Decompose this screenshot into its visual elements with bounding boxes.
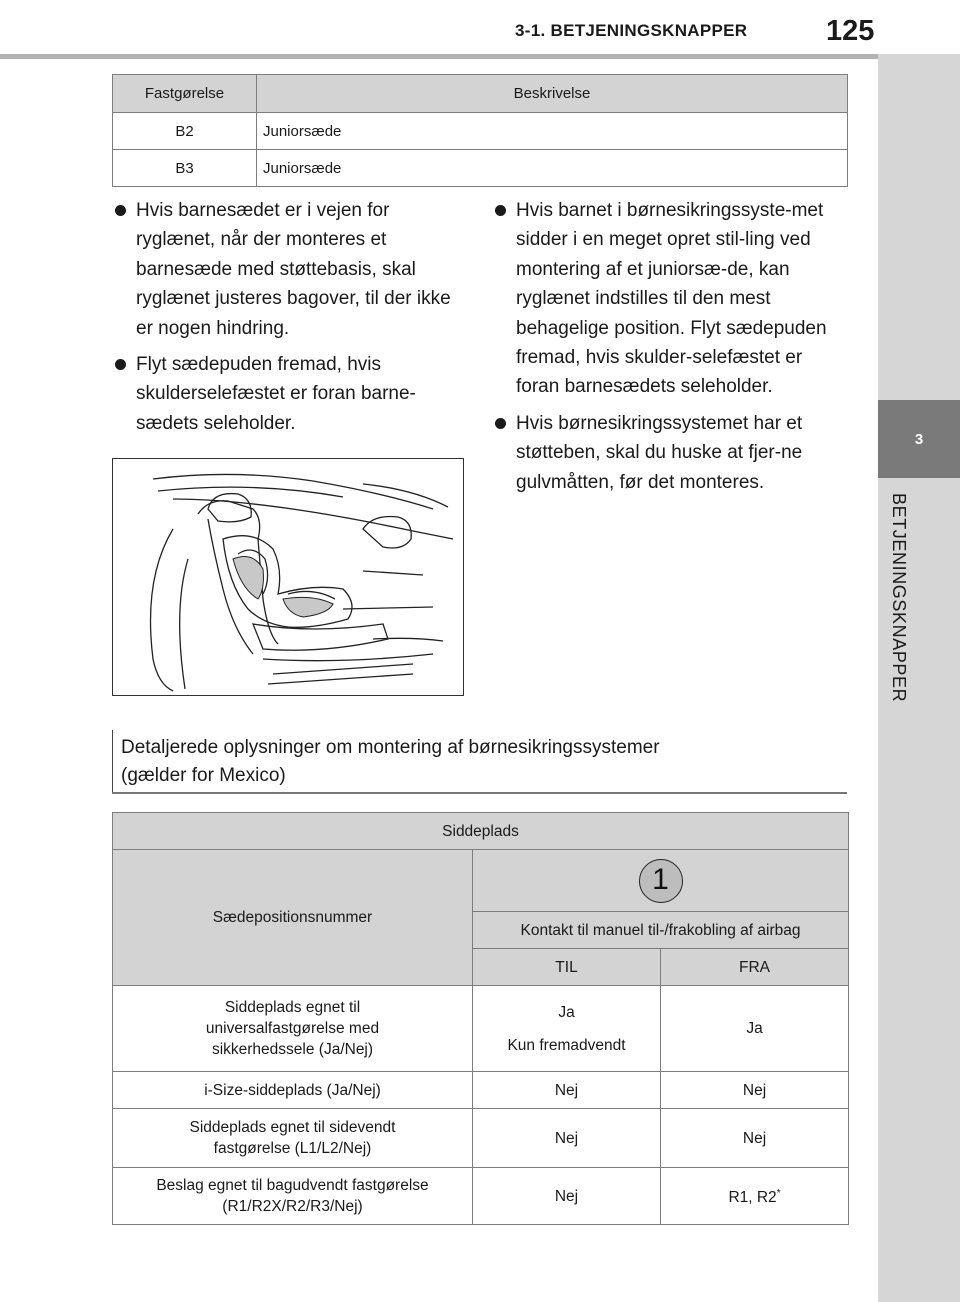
table-cell: Ja [661,986,849,1072]
detail-heading-line1: Detaljerede oplysninger om montering af børnesikringssystemer [121,737,660,758]
table-cell: Juniorsæde [257,113,848,150]
footnote-marker: * [776,1188,781,1200]
col-off: FRA [661,949,849,986]
table-header: Beskrivelse [257,75,848,113]
list-item: Flyt sædepuden fremad, hvis skulderselefæstet er foran barne-sædets seleholder. [112,350,452,438]
table-cell: B3 [113,150,257,187]
row-label: i-Size-siddeplads (Ja/Nej) [113,1072,473,1109]
table-cell: Nej [473,1109,661,1168]
table-row [113,1168,849,1225]
side-tab-top [878,54,960,400]
col-on: TIL [473,949,661,986]
table-cell: Nej [661,1072,849,1109]
list-item: Hvis barnesædet er i vejen for ryglænet, når der monteres et barnesæde med støttebasis, skal ryglænet justeres bagover, til der ikke er nogen hindring. [112,196,452,343]
chapter-number: 3 [914,430,924,448]
seat-number-badge: 1 [639,859,683,903]
chapter-tab [878,400,960,478]
bullet-icon [495,418,506,429]
seat-position-label: Sædepositionsnummer [113,850,473,986]
table-cell: Nej [473,1072,661,1109]
list-item: Hvis barnet i børnesikringssyste-met sidder i en meget opret stil-ling ved montering af et juniorsæ-de, kan ryglænet indstilles til den mest behagelige position. Flyt sædepuden fremad, hvis skulder-selefæstet er foran barnesædets seleholder. [492,196,832,402]
seat-number-cell [473,850,849,912]
detail-rule [112,792,847,794]
header-rule [0,54,878,59]
bullet-icon [115,359,126,370]
detail-heading-line2: (gælder for Mexico) [121,765,286,786]
table-cell: Nej [661,1109,849,1168]
airbag-switch-label: Kontakt til manuel til-/frakobling af airbag [473,912,849,949]
left-bullet-list [112,196,452,445]
row-label: Siddeplads egnet til sidevendt fastgørelse (L1/L2/Nej) [113,1109,473,1168]
chapter-label: BETJENINGSKNAPPER [889,493,909,703]
bullet-icon [115,205,126,216]
table-row [113,150,848,187]
section-title: 3-1. BETJENINGSKNAPPER [515,21,748,40]
bullet-icon [495,205,506,216]
row-label: Siddeplads egnet til universalfastgørelse med sikkerhedssele (Ja/Nej) [113,986,473,1072]
page-number: 125 [826,15,875,47]
table-row [113,1109,849,1168]
table-row [113,1072,849,1109]
table-row [113,113,848,150]
child-seat-illustration [112,458,464,696]
table-cell: Nej [473,1168,661,1225]
seating-position-table [112,812,849,1225]
table-title: Siddeplads [113,813,849,850]
row-label: Beslag egnet til bagudvendt fastgørelse (R1/R2X/R2/R3/Nej) [113,1168,473,1225]
detail-heading [112,730,842,792]
child-seat-drawing [113,459,462,694]
table-cell: B2 [113,113,257,150]
table-cell: Ja Kun fremadvendt [473,986,661,1072]
table-cell: R1, R2* [661,1168,849,1225]
table-header: Fastgørelse [113,75,257,113]
table-row [113,986,849,1072]
right-bullet-list [492,196,832,504]
attachment-table [112,74,848,187]
list-item: Hvis børnesikringssystemet har et støtteben, skal du huske at fjer-ne gulvmåtten, før det monteres. [492,409,832,497]
table-cell: Juniorsæde [257,150,848,187]
